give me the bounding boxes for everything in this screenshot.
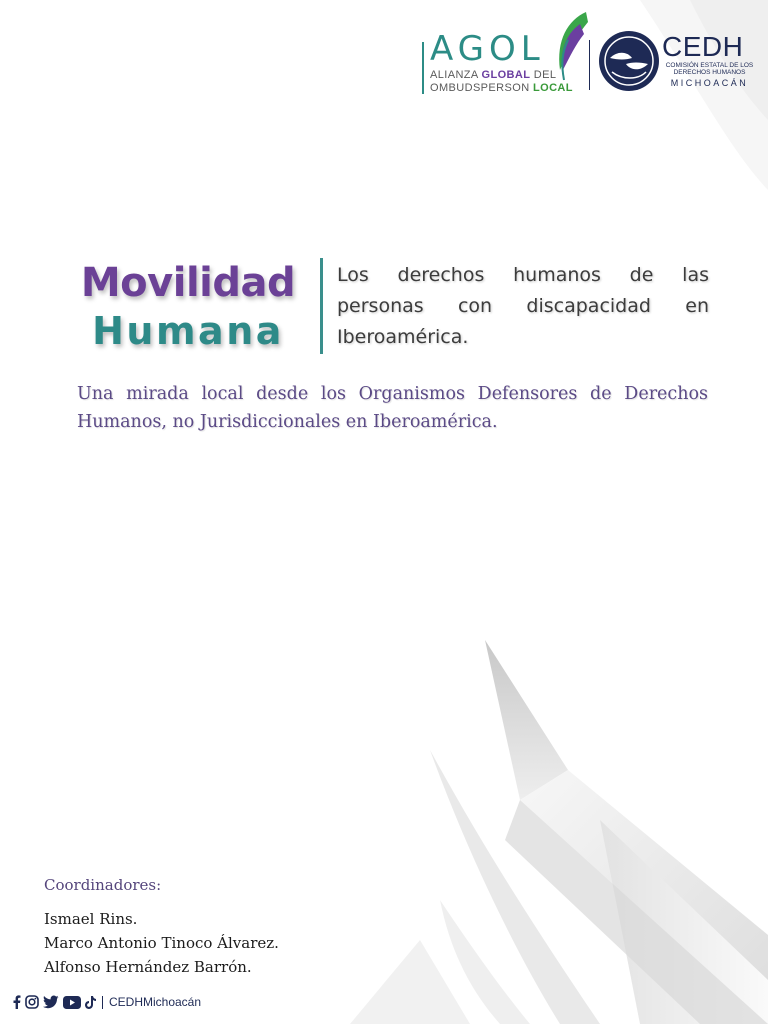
title-divider bbox=[320, 258, 323, 354]
agol-subtitle: ALIANZA GLOBAL DEL OMBUDSPERSON LOCAL bbox=[430, 69, 573, 94]
logo-divider bbox=[589, 40, 590, 90]
coordinator-name: Alfonso Hernández Barrón. bbox=[44, 958, 252, 976]
agol-accent-bar bbox=[422, 42, 424, 94]
agol-global-word: GLOBAL bbox=[481, 69, 531, 81]
youtube-icon[interactable] bbox=[63, 996, 81, 1009]
facebook-icon[interactable] bbox=[12, 995, 21, 1009]
cedh-emblem-icon bbox=[598, 30, 660, 92]
cedh-city: MICHOACÁN bbox=[670, 78, 749, 88]
instagram-icon[interactable] bbox=[25, 995, 39, 1009]
social-footer bbox=[12, 993, 201, 1011]
agol-wordmark: AGOL bbox=[430, 29, 545, 69]
coordinator-name: Marco Antonio Tinoco Álvarez. bbox=[44, 934, 279, 952]
coordinators-list bbox=[44, 907, 279, 979]
agol-local-word: LOCAL bbox=[533, 82, 573, 94]
social-divider bbox=[102, 996, 103, 1009]
social-handle[interactable]: CEDHMichoacán bbox=[109, 995, 202, 1009]
tagline: Una mirada local desde los Organismos Defensores de Derechos Humanos, no Jurisdiccionales en Iberoamérica. bbox=[77, 384, 708, 432]
title-line-humana: Humana bbox=[92, 309, 284, 353]
cedh-subtitle: COMISIÓN ESTATAL DE LOS DERECHOS HUMANOS bbox=[665, 62, 754, 76]
cedh-wordmark: CEDH bbox=[662, 31, 744, 62]
header-logos bbox=[418, 10, 753, 98]
coordinators-heading: Coordinadores: bbox=[44, 876, 162, 894]
title-line-movilidad: Movilidad bbox=[80, 260, 296, 306]
subtitle: Los derechos humanos de las personas con discapacidad en Iberoamérica. bbox=[337, 264, 709, 348]
tiktok-icon[interactable] bbox=[85, 996, 96, 1009]
twitter-icon[interactable] bbox=[43, 995, 59, 1009]
page-title bbox=[78, 258, 298, 354]
coordinator-name: Ismael Rins. bbox=[44, 910, 138, 928]
